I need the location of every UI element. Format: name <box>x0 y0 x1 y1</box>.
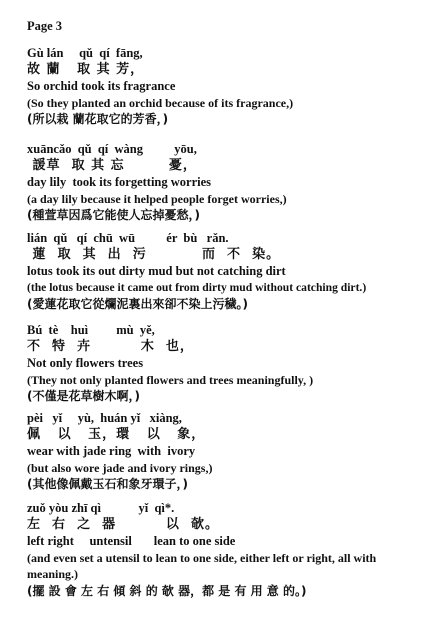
chinese-line: 佩 以 玉，環 以 象， <box>27 426 206 442</box>
chinese-translation-line: (愛蓮花取它從爛泥裏出來卻不染上污穢。) <box>27 297 248 311</box>
pinyin-line: Bú tè huì mù yě, <box>27 323 155 337</box>
english-translation-line: (and even set a utensil to lean to one side, either left or right, all with meaning.) <box>27 550 377 581</box>
chinese-translation-line: (擺 設 會 左 右 傾 斜 的 欹 器，都 是 有 用 意 的。) <box>27 583 307 598</box>
verse-block-4 <box>27 322 419 405</box>
english-translation-line: (They not only planted flowers and trees meaningfully, ) <box>27 372 314 387</box>
pinyin-line: pèi yǐ yù, huán yǐ xiàng, <box>27 411 182 425</box>
chinese-line: 蓮 取 其 出 污 而 不 染。 <box>27 246 281 262</box>
english-gloss-line: wear with jade ring with ivory <box>27 444 196 458</box>
chinese-line: 左 右 之 器 以 欹。 <box>27 516 219 532</box>
pinyin-line: zuǒ yòu zhī qì yǐ qì*. <box>27 501 175 515</box>
english-gloss-line: day lily took its forgetting worries <box>27 175 212 189</box>
chinese-line: 諼草 取 其 忘 憂， <box>27 157 197 173</box>
verse-block-6 <box>27 500 419 599</box>
chinese-translation-line: (不僅是花草樹木啊，) <box>27 389 140 403</box>
chinese-translation-line: (種萱草因爲它能使人忘掉憂愁，) <box>27 208 200 222</box>
english-translation-line: (the lotus because it came out from dirty mud without catching dirt.) <box>27 280 367 294</box>
english-translation-line: (but also wore jade and ivory rings,) <box>27 460 213 475</box>
pinyin-line: xuāncǎo qǔ qí wàng yōu, <box>27 142 197 156</box>
pinyin-line: Gù lán qǔ qí fāng, <box>27 46 143 60</box>
english-gloss-line: Not only flowers trees <box>27 356 144 370</box>
chinese-line: 故 蘭 取 其 芳， <box>27 61 145 77</box>
verse-block-3 <box>27 230 419 313</box>
chinese-translation-line: (其他像佩戴玉石和象牙環子，) <box>27 477 188 491</box>
verse-block-1 <box>27 45 419 128</box>
pinyin-line: lián qǔ qí chū wū ér bù rǎn. <box>27 231 229 245</box>
page-number: Page 3 <box>27 19 63 33</box>
english-gloss-line: left right untensil lean to one side <box>27 534 236 548</box>
verse-block-5 <box>27 410 419 493</box>
verse-block-2 <box>27 141 419 224</box>
chinese-line: 不 特 卉 木 也， <box>27 338 194 354</box>
chinese-translation-line: (所以栽 蘭花取它的芳香，) <box>27 112 169 126</box>
english-translation-line: (So they planted an orchid because of its fragrance,) <box>27 95 294 110</box>
english-gloss-line: So orchid took its fragrance <box>27 79 176 93</box>
english-gloss-line: lotus took its out dirty mud but not catching dirt <box>27 264 286 278</box>
english-translation-line: (a day lily because it helped people forget worries,) <box>27 191 287 206</box>
